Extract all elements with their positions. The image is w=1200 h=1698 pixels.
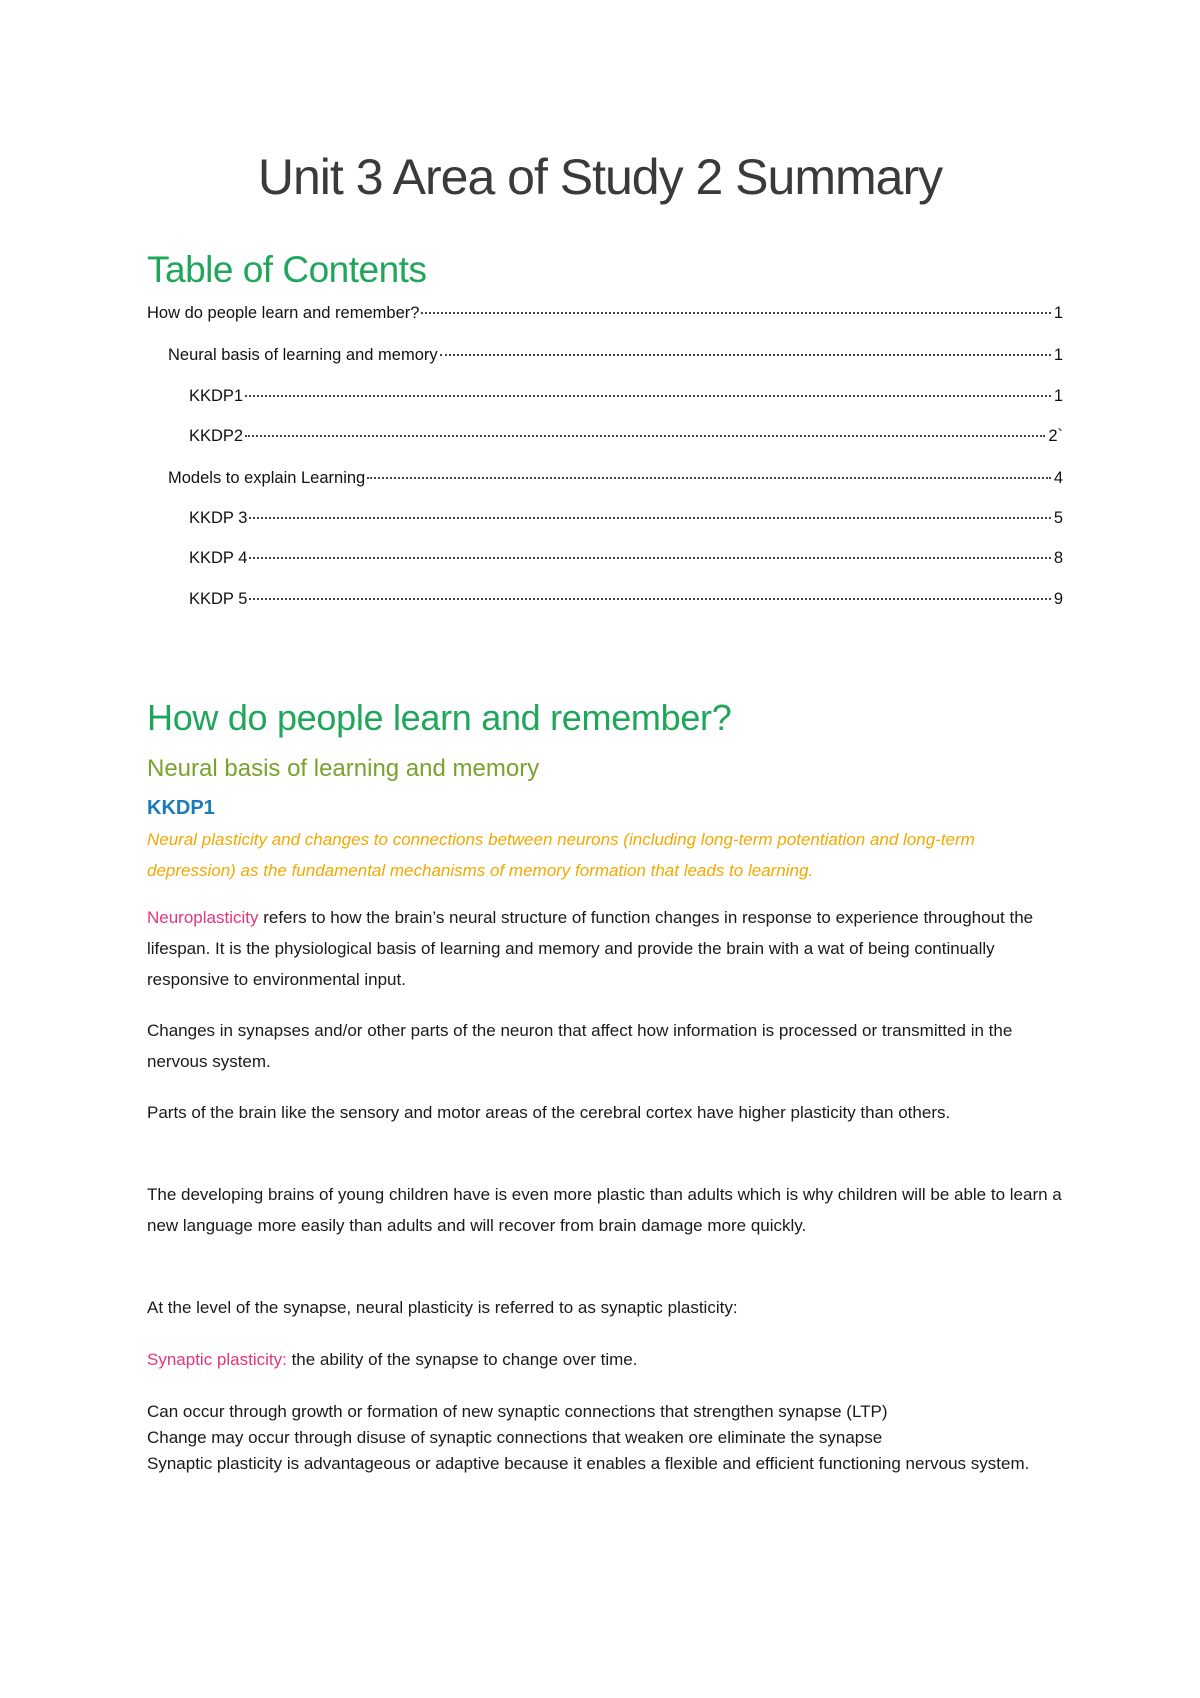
- toc-leader-dots: [249, 598, 1050, 600]
- toc-entry-label: KKDP 3: [189, 509, 248, 527]
- paragraph-ltp-line: Can occur through growth or formation of new synaptic connections that strengthen synapse (LTP): [147, 1402, 888, 1421]
- toc-entry[interactable]: [147, 302, 1063, 324]
- toc-entry-page: 4: [1053, 469, 1063, 487]
- kkdp-title: KKDP1: [147, 797, 215, 819]
- paragraph-synaptic-plasticity: [147, 1344, 1065, 1375]
- toc-entry-page: 2`: [1048, 427, 1063, 445]
- toc-entry[interactable]: [189, 425, 1063, 447]
- toc-entry-page: 5: [1053, 509, 1063, 527]
- toc-entry[interactable]: [189, 547, 1063, 569]
- toc-entry-page: 1: [1053, 304, 1063, 322]
- toc-entry-label: KKDP2: [189, 427, 244, 445]
- toc-leader-dots: [245, 435, 1045, 437]
- toc-leader-dots: [440, 354, 1051, 356]
- toc-entry[interactable]: [168, 467, 1063, 489]
- section-heading: How do people learn and remember?: [147, 697, 732, 738]
- toc-entry-page: 9: [1053, 590, 1063, 608]
- toc-entry-page: 8: [1053, 549, 1063, 567]
- toc-leader-dots: [367, 477, 1051, 479]
- kkdp-description: Neural plasticity and changes to connections between neurons (including long-term potentiation and long-term depression) as the fundamental mechanisms of memory formation that leads to learning.: [147, 830, 975, 880]
- paragraph-neuroplasticity: [147, 902, 1065, 995]
- paragraph-brain-areas: Parts of the brain like the sensory and motor areas of the cerebral cortex have higher plasticity than others.: [147, 1103, 951, 1122]
- section-subheading: Neural basis of learning and memory: [147, 755, 540, 782]
- toc-heading: Table of Contents: [147, 249, 427, 290]
- toc-entry-label: How do people learn and remember?: [147, 304, 420, 322]
- paragraph-synapse-level: At the level of the synapse, neural plasticity is referred to as synaptic plasticity:: [147, 1298, 738, 1317]
- toc-entry[interactable]: [189, 385, 1063, 407]
- paragraph-disuse-line: Change may occur through disuse of synaptic connections that weaken ore eliminate the synapse: [147, 1428, 883, 1447]
- term-synaptic-plasticity: Synaptic plasticity:: [147, 1350, 287, 1369]
- toc-leader-dots: [421, 312, 1050, 314]
- document-title: Unit 3 Area of Study 2 Summary: [257, 149, 943, 205]
- toc-leader-dots: [245, 395, 1051, 397]
- toc-entry-label: Neural basis of learning and memory: [168, 346, 438, 364]
- paragraph-text: the ability of the synapse to change over time.: [286, 1350, 638, 1369]
- toc-leader-dots: [249, 517, 1050, 519]
- paragraph-advantageous: Synaptic plasticity is advantageous or adaptive because it enables a flexible and efficient functioning nervous system.: [147, 1454, 1030, 1473]
- toc-entry[interactable]: [189, 507, 1063, 529]
- toc-leader-dots: [249, 557, 1050, 559]
- toc-entry[interactable]: [168, 344, 1063, 366]
- toc-entry-label: Models to explain Learning: [168, 469, 366, 487]
- term-neuroplasticity: Neuroplasticity: [147, 908, 259, 927]
- toc-entry-page: 1: [1053, 346, 1063, 364]
- toc-entry-label: KKDP1: [189, 387, 244, 405]
- paragraph-text: refers to how the brain’s neural structure of function changes in response to experience throughout the lifespan. It is the physiological basis of learning and memory and provide the brain with a wat of being continually responsive to environmental input.: [147, 908, 1034, 989]
- toc-entry-label: KKDP 4: [189, 549, 248, 567]
- paragraph-young-brains: The developing brains of young children have is even more plastic than adults which is why children will be able to learn a new language more easily than adults and will recover from brain damage more quickly.: [147, 1185, 1062, 1235]
- toc-entry-label: KKDP 5: [189, 590, 248, 608]
- toc-entry[interactable]: [189, 588, 1063, 610]
- toc-entry-page: 1: [1053, 387, 1063, 405]
- paragraph-synapse-changes: Changes in synapses and/or other parts of the neuron that affect how information is processed or transmitted in the nervous system.: [147, 1021, 1013, 1071]
